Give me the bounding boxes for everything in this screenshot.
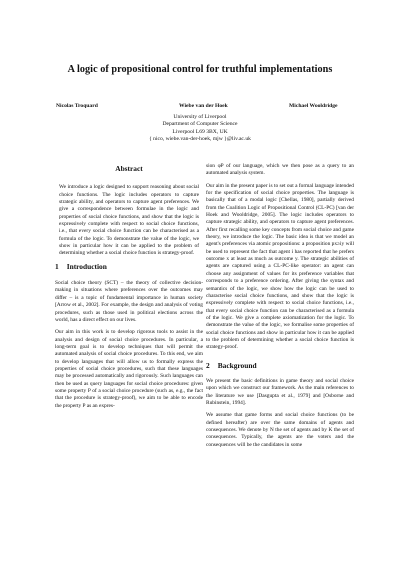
affiliation-block (0, 114, 400, 144)
author-name: Wiebe van der Hoek (179, 103, 228, 109)
body-paragraph: Social choice theory (SCT) – the theory of collective decision-making in situations where preferences over the outcomes may differ – is a topic of fundamental importance in human society [Arrow et al., 2002]. For example, the design and analysis of voting procedures, such as those used in political elections across the world, has a direct effect on our lives. (55, 280, 203, 323)
left-column (55, 165, 203, 415)
affiliation-line: { nico, wiebe.van-der-hoek, mjw }@liv.ac.uk (149, 136, 251, 143)
body-paragraph: Our aim in the present paper is to set out a formal language intended for the specification of social choice properties. The language is basically that of a modal logic [Chellas, 1980], partially derived from the Coalition Logic of Propositional Control (CL-PC) [van der Hoek and Wooldridge, 2005]. The logic includes operators to capture strategic ability, and operators to capture agent preferences. After first recalling some key concepts from social choice and game theory, we introduce the logic. The basic idea is that we model an agent's preferences via atomic propositions: a proposition px≥iy will be used to represent the fact that agent i has reported that he prefers outcome x at least as much as outcome y. The strategic abilities of agents are captured using a CL-PC-like operator: an agent can choose any assignment of values for its preference variables that corresponds to a preference ordering. After giving the syntax and semantics of the logic, we show how the logic can be used to characterise social choice functions, and show that the logic is expressively complete with respect to social choice functions, i.e., that every social choice function can be characterised as a formula of the logic. We give a complete axiomatization for the logic. To demonstrate the value of the logic, we formalise some properties of social choice functions and show in particular how it can be applied to the problem of determining whether a social choice function is strategy-proof. (206, 182, 354, 351)
affiliation-line: Department of Computer Science (162, 121, 238, 128)
body-paragraph: Our aim in this work is to develop rigorous tools to assist in the analysis and design of social choice procedures. In particular, a long-term goal is to develop techniques that will permit the automated analysis of social choice procedures. To this end, we aim to develop languages that will allow us to formally express the properties of social choice procedures, such that these languages may be processed automatically and rigorously. Such languages can then be used as query languages for social choice procedures: given some property P of a social choice procedure (such as, e.g., the fact that the procedure is strategy-proof), we aim to be able to encode the property P as an expres- (55, 329, 203, 409)
abstract-heading: Abstract (115, 164, 143, 173)
author-name: Michael Wooldridge (289, 103, 338, 109)
body-paragraph: We assume that game forms and social choice functions (to be defined hereafter) are over the same domains of agents and consequences. We denote by N the set of agents and by K the set of consequences. Typically, the agents are the voters and the consequences will be the candidates in some (206, 412, 354, 448)
section-heading (206, 362, 354, 369)
section-title: Background (217, 360, 257, 370)
section-number: 1 (55, 261, 59, 271)
section-title: Introduction (66, 261, 107, 271)
body-paragraph: sion φP of our language, which we then pose as a query to an automated analysis system. (206, 163, 354, 177)
author-name: Nicolas Troquard (56, 103, 98, 109)
paper-title: A logic of propositional control for truthful implementations (67, 64, 333, 75)
body-paragraph: We present the basic definitions in game theory and social choice upon which we construct our framework. As the main references to the literature we use [Dasgupta et al., 1979] and [Osborne and Rubinstein, 1994]. (206, 377, 354, 406)
section-heading (55, 263, 203, 270)
right-column (206, 163, 354, 454)
affiliation-line: Liverpool L69 3BX, UK (172, 128, 228, 135)
section-number: 2 (206, 360, 210, 370)
abstract-text: We introduce a logic designed to support reasoning about social choice functions. The logic includes operators to capture strategic ability, and operators to capture agent preferences. We give a correspondence between formulae in the logic and properties of social choice functions, and show that the logic is expressively complete with respect to social choice functions, i.e., that every social choice function can be characterised as a formula of the logic. To demonstrate the value of the logic, we show in particular how it can be applied to the problem of determining whether a social choice function is strategy-proof. (59, 184, 199, 257)
author-list (0, 103, 400, 113)
affiliation-line: University of Liverpool (173, 114, 227, 120)
